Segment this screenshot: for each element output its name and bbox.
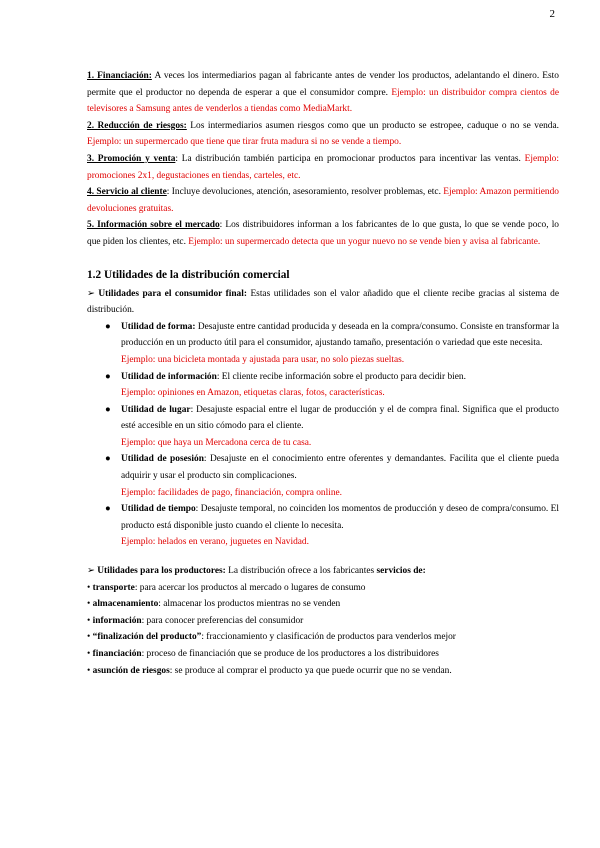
arrow-bullet-icon: ➢ (87, 288, 95, 299)
list-item: • transporte: para acercar los productos al mercado o lugares de consumo (87, 582, 366, 593)
utility-title: Utilidad de información (121, 371, 217, 382)
function-text: : Incluye devoluciones, atención, asesoramiento, resolver problemas, etc. (166, 187, 444, 198)
utility-text: : Desajuste espacial entre el lugar de producción y el de compra final. Significa que el producto esté accesible en un sitio cómodo para el cliente. (121, 404, 559, 432)
bullet-dot-icon: ● (105, 371, 111, 382)
consumer-utilities-intro (87, 286, 559, 319)
producer-utilities-text: La distribución ofrece a los fabricantes (225, 566, 377, 577)
list-item (87, 319, 559, 369)
function-title: 4. Servicio al cliente (87, 187, 167, 198)
function-promotion (87, 151, 559, 184)
utility-example: Ejemplo: facilidades de pago, financiación, compra online. (121, 487, 343, 498)
list-item (87, 501, 559, 551)
function-title: 3. Promoción y venta (87, 153, 176, 164)
utility-title: Utilidad de lugar (121, 404, 191, 415)
consumer-utilities-text: Estas utilidades son el valor añadido que el cliente recibe gracias al sistema de distribución. (87, 288, 560, 316)
function-example: Ejemplo: un supermercado que tiene que tirar fruta madura si no se vende a tiempo. (87, 137, 402, 148)
bullet-dot-icon: ● (105, 504, 111, 515)
list-item (87, 451, 559, 501)
function-title: 2. Reducción de riesgos: (87, 120, 187, 131)
service-text: : se produce al comprar el producto ya que puede ocurrir que no se vendan. (169, 665, 452, 676)
service-text: : almacenar los productos mientras no se venden (158, 599, 341, 610)
function-example: Ejemplo: un supermercado detecta que un yogur nuevo no se vende bien y avisa al fabricante. (188, 236, 541, 247)
service-text: : para conocer preferencias del consumidor (141, 615, 304, 626)
utility-title: Utilidad de tiempo (121, 504, 196, 515)
bullet-dot-icon: ● (105, 454, 111, 465)
function-financing (87, 68, 559, 118)
function-text: : Los distribuidores informan a los fabricantes de lo que gusta, lo que se vende poco, lo que piden los clientes, etc. (87, 220, 559, 247)
service-title: almacenamiento (92, 599, 159, 610)
page-number: 2 (549, 8, 555, 20)
list-item: • información: para conocer preferencias del consumidor (87, 615, 304, 626)
producer-utilities-title: Utilidades para los productores: (97, 566, 226, 577)
consumer-utilities-title: Utilidades para el consumidor final: (98, 288, 247, 299)
function-text: A veces los intermediarios pagan al fabricante antes de vender los productos, adelantando el dinero. Esto permite que el productor no dependa de esperar a que el consumidor compre. (87, 71, 559, 98)
utility-text: : El cliente recibe información sobre el producto para decidir bien. (216, 371, 466, 382)
function-example: Ejemplo: un distribuidor compra cientos de televisores a Samsung antes de venderlos a tiendas como MediaMarkt. (87, 87, 559, 115)
section-heading: 1.2 Utilidades de la distribución comercial (87, 268, 290, 281)
list-item: • almacenamiento: almacenar los productos mientras no se venden (87, 599, 341, 610)
utility-text: Desajuste entre cantidad producida y deseada en la compra/consumo. Consiste en transformar la producción en un producto útil para el consumidor, ajustando tamaño, presentación o variedad que este necesita. (121, 321, 559, 349)
list-item: • “finalización del producto”: fraccionamiento y clasificación de productos para venderlos mejor (87, 632, 456, 643)
bullet-dot-icon: ● (105, 321, 111, 332)
service-title: información (92, 615, 142, 626)
list-item (87, 369, 559, 402)
service-title: “finalización del producto” (92, 632, 202, 643)
function-example: Ejemplo: promociones 2x1, degustaciones en tiendas, carteles, etc. (87, 153, 559, 181)
service-title: asunción de riesgos (92, 665, 170, 676)
function-customer-service (87, 184, 559, 217)
bullet-dot-icon: ● (105, 404, 111, 415)
utility-title: Utilidad de posesión (121, 454, 204, 465)
arrow-bullet-icon: ➢ (87, 566, 95, 577)
function-market-information (87, 217, 559, 250)
list-item: • asunción de riesgos: se produce al comprar el producto ya que puede ocurrir que no se vendan. (87, 665, 452, 676)
service-text: : para acercar los productos al mercado o lugares de consumo (134, 582, 366, 593)
utility-title: Utilidad de forma: (121, 321, 196, 332)
function-text: Los intermediarios asumen riesgos como que un producto se estropee, caduque o no se venda. (186, 120, 559, 131)
utility-example: Ejemplo: una bicicleta montada y ajustada para usar, no solo piezas sueltas. (121, 354, 405, 365)
function-title: 1. Financiación: (87, 71, 152, 81)
service-text: : fraccionamiento y clasificación de productos para venderlos mejor (201, 632, 456, 643)
service-title: transporte (92, 582, 135, 593)
utility-example: Ejemplo: helados en verano, juguetes en Navidad. (121, 537, 309, 548)
list-item: • financiación: proceso de financiación que se produce de los productores a los distribuidores (87, 649, 439, 659)
function-text: : La distribución también participa en promocionar productos para incentivar las ventas. (175, 153, 525, 164)
function-title: 5. Información sobre el mercado (87, 220, 220, 231)
producer-utilities-bold: servicios de: (376, 566, 426, 577)
utility-text: : Desajuste en el conocimiento entre oferentes y demandantes. Facilita que el cliente pueda adquirir y usar el producto sin complicaciones. (121, 454, 560, 482)
list-item (87, 402, 559, 452)
document-body (87, 68, 559, 679)
utility-example: Ejemplo: que haya un Mercadona cerca de tu casa. (121, 437, 312, 448)
function-risk-reduction (87, 118, 559, 151)
utility-text: : Desajuste temporal, no coinciden los momentos de producción y deseo de compra/consumo. El producto está disponible justo cuando el cliente lo necesita. (121, 504, 560, 531)
function-example: Ejemplo: Amazon permitiendo devoluciones gratuitas. (87, 187, 559, 214)
producer-utilities-intro (87, 563, 559, 580)
utility-example: Ejemplo: opiniones en Amazon, etiquetas claras, fotos, características. (121, 388, 385, 399)
service-title: financiación (92, 649, 142, 659)
service-text: : proceso de financiación que se produce de los productores a los distribuidores (141, 649, 439, 659)
